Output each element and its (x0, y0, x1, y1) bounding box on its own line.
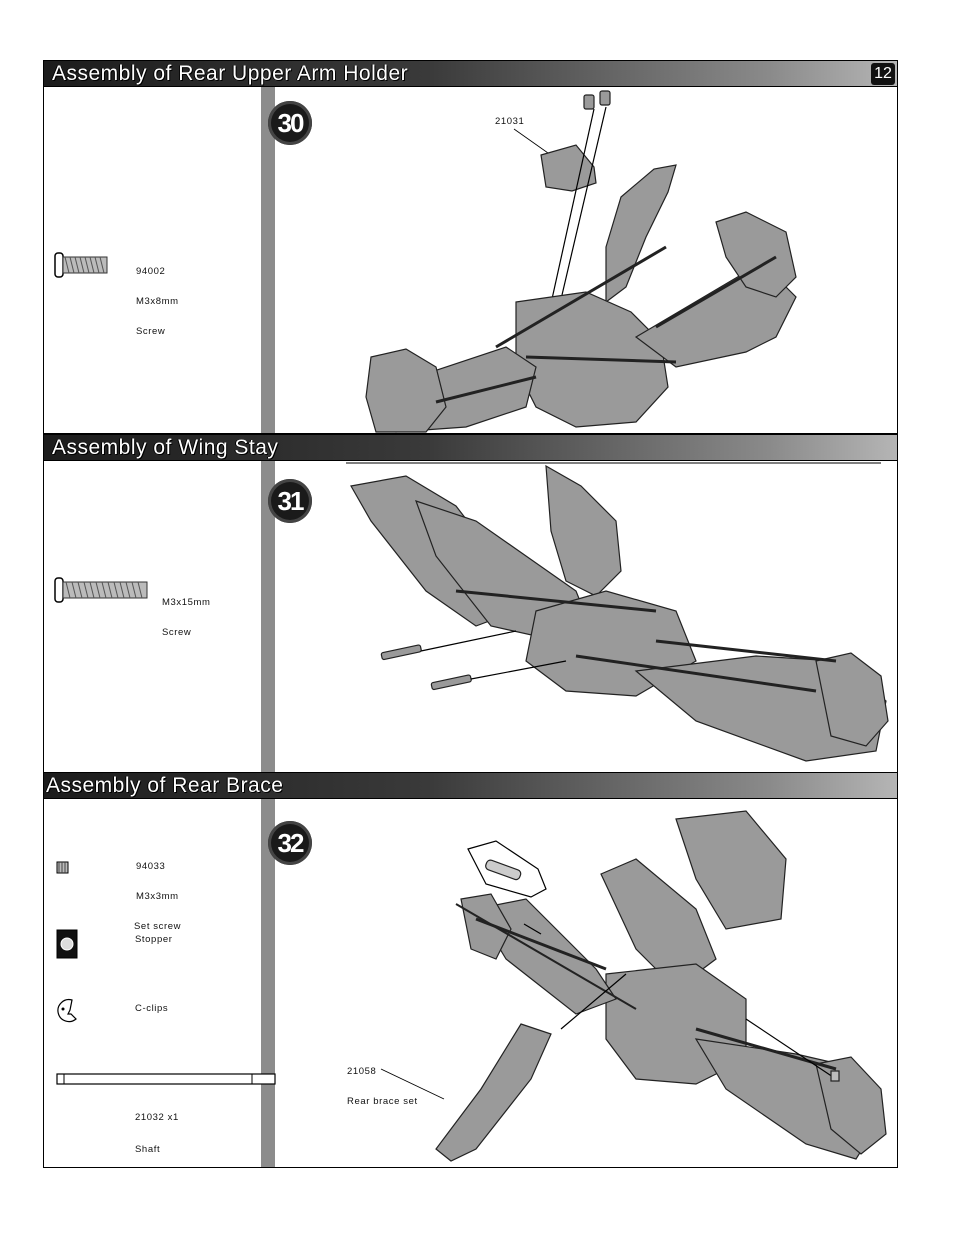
step-number-badge: 30 (268, 101, 312, 145)
step-number-badge: 32 (268, 821, 312, 865)
section-header-wing-stay (43, 434, 898, 461)
section-title: Assembly of Rear Brace (46, 774, 284, 797)
section-title: Assembly of Rear Upper Arm Holder (52, 62, 409, 85)
part-label-94002: 94002 M3x8mm Screw (136, 266, 179, 337)
step-32-panel (43, 799, 898, 1168)
section-header-rear-brace (43, 772, 898, 799)
step-number-badge: 31 (268, 479, 312, 523)
stopper-icon (56, 929, 78, 959)
part-label-94033: 94033 M3x3mm Set screw (134, 861, 182, 932)
page-number: 12 (871, 63, 895, 85)
part-label-stopper: Stopper (135, 934, 173, 945)
screw-15mm-icon (54, 575, 150, 605)
part-label-21032: 21032 x1 Shaft (135, 1112, 179, 1155)
section-header-rear-upper-arm-holder (43, 60, 898, 87)
part-label-m3x15: M3x15mm Screw (162, 597, 211, 638)
shaft-icon (56, 1072, 278, 1086)
callout-21058: 21058 Rear brace set (347, 1066, 418, 1107)
rear-upper-arm-holder-drawing (276, 87, 896, 432)
part-label-c-clips: C-clips (135, 1003, 169, 1014)
section-title: Assembly of Wing Stay (52, 436, 279, 459)
divider-bar (261, 87, 275, 433)
step-30-panel (43, 87, 898, 434)
c-clip-icon (56, 997, 82, 1025)
step-31-panel (43, 461, 898, 773)
set-screw-icon (56, 861, 70, 875)
callout-21031: 21031 (495, 116, 525, 127)
screw-8mm-icon (54, 250, 110, 280)
wing-stay-drawing (276, 461, 896, 771)
rear-brace-drawing (276, 799, 896, 1167)
